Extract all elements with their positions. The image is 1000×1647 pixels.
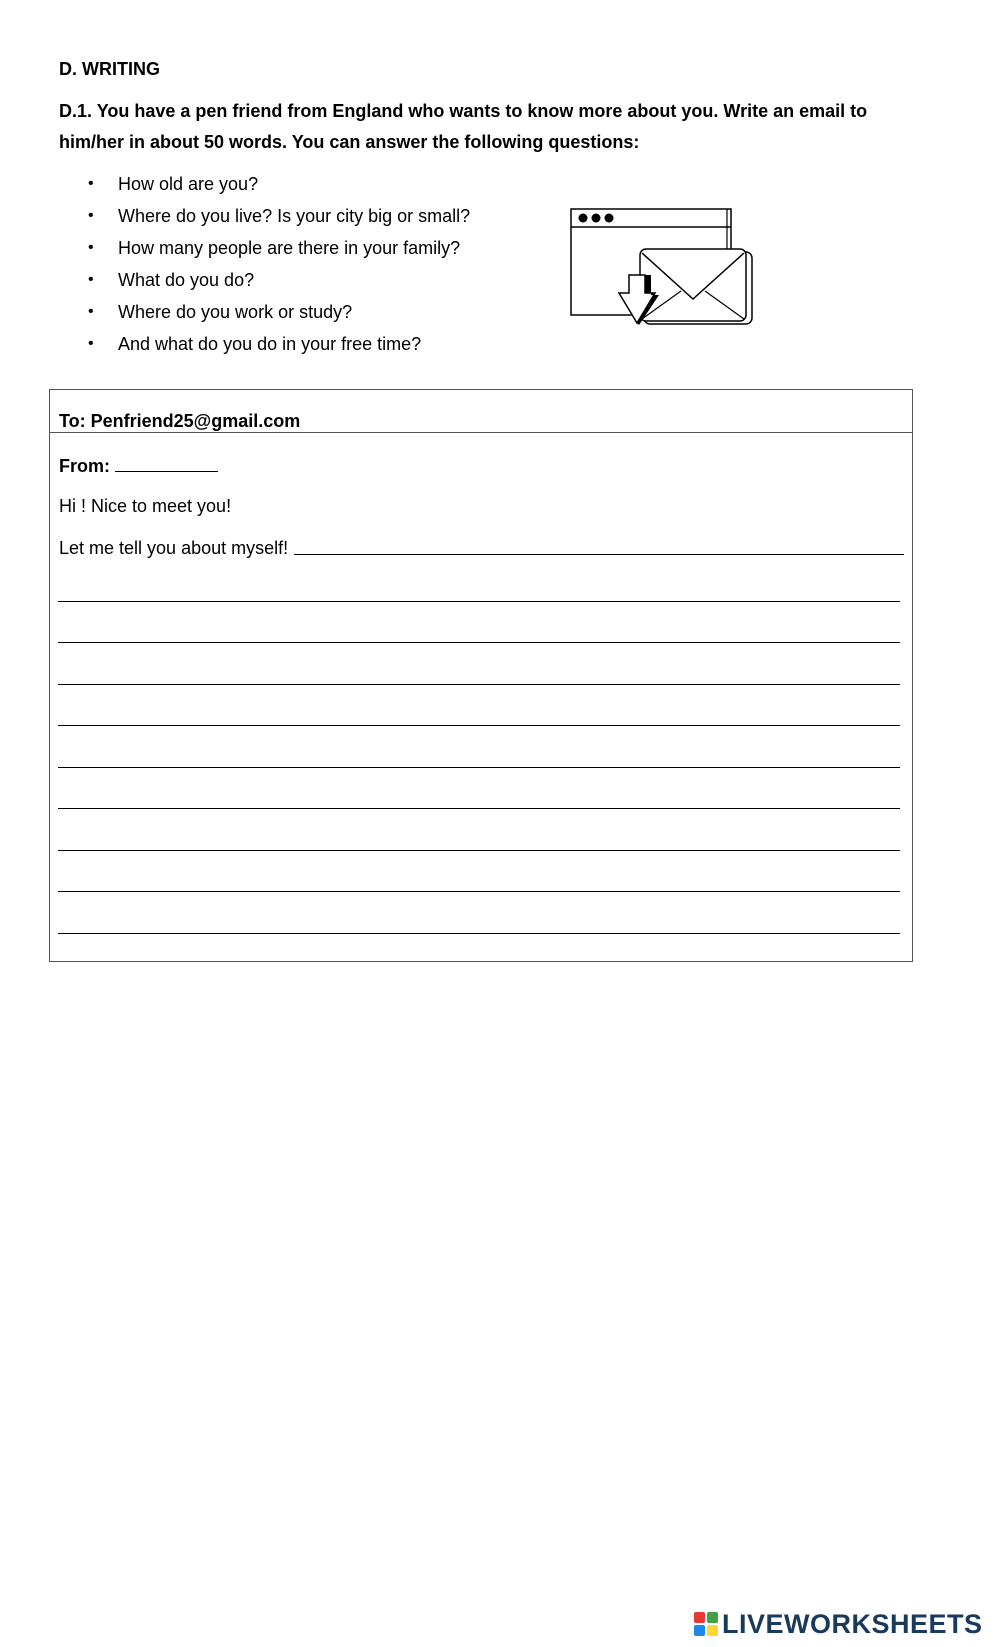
question-text: And what do you do in your free time? [118, 334, 422, 354]
section-title: D. WRITING [59, 59, 160, 79]
question-text: What do you do? [118, 270, 255, 290]
question-item [88, 300, 353, 324]
from-blank[interactable] [115, 453, 218, 472]
question-text: Where do you live? Is your city big or small? [118, 206, 471, 226]
intro-blank[interactable] [294, 554, 904, 555]
logo-mark-icon [693, 1611, 719, 1637]
writing-line[interactable] [58, 808, 900, 809]
writing-line[interactable] [58, 601, 900, 602]
bullet-icon: • [88, 271, 94, 288]
question-item [88, 204, 471, 228]
email-download-icon [569, 207, 753, 325]
question-item [88, 332, 422, 356]
bullet-icon: • [88, 239, 94, 256]
bullet-icon: • [88, 303, 94, 320]
bullet-icon: • [88, 207, 94, 224]
question-item [88, 236, 461, 260]
question-item [88, 172, 259, 196]
writing-line[interactable] [58, 767, 900, 768]
liveworksheets-logo [693, 1608, 983, 1640]
writing-line[interactable] [58, 642, 900, 643]
question-text: Where do you work or study? [118, 302, 353, 322]
writing-line[interactable] [58, 850, 900, 851]
email-form [49, 389, 913, 962]
to-row [50, 390, 912, 433]
writing-line[interactable] [58, 891, 900, 892]
writing-line[interactable] [58, 725, 900, 726]
writing-line[interactable] [58, 684, 900, 685]
bullet-icon: • [88, 175, 94, 192]
instructions: D.1. You have a pen friend from England who wants to know more about you. Write an email to him/her in about 50 words. You can answer the following questions: [59, 101, 868, 152]
from-label: From: [59, 456, 110, 476]
question-text: How many people are there in your family? [118, 238, 461, 258]
logo-text: LIVEWORKSHEETS [722, 1609, 983, 1639]
bullet-icon: • [88, 335, 94, 352]
from-row [59, 453, 218, 477]
question-text: How old are you? [118, 174, 259, 194]
to-label: To: Penfriend25@gmail.com [59, 411, 301, 431]
writing-line[interactable] [58, 933, 900, 934]
greeting-text: Hi ! Nice to meet you! [59, 496, 232, 516]
intro-text: Let me tell you about myself! [59, 538, 289, 558]
question-item [88, 268, 255, 292]
